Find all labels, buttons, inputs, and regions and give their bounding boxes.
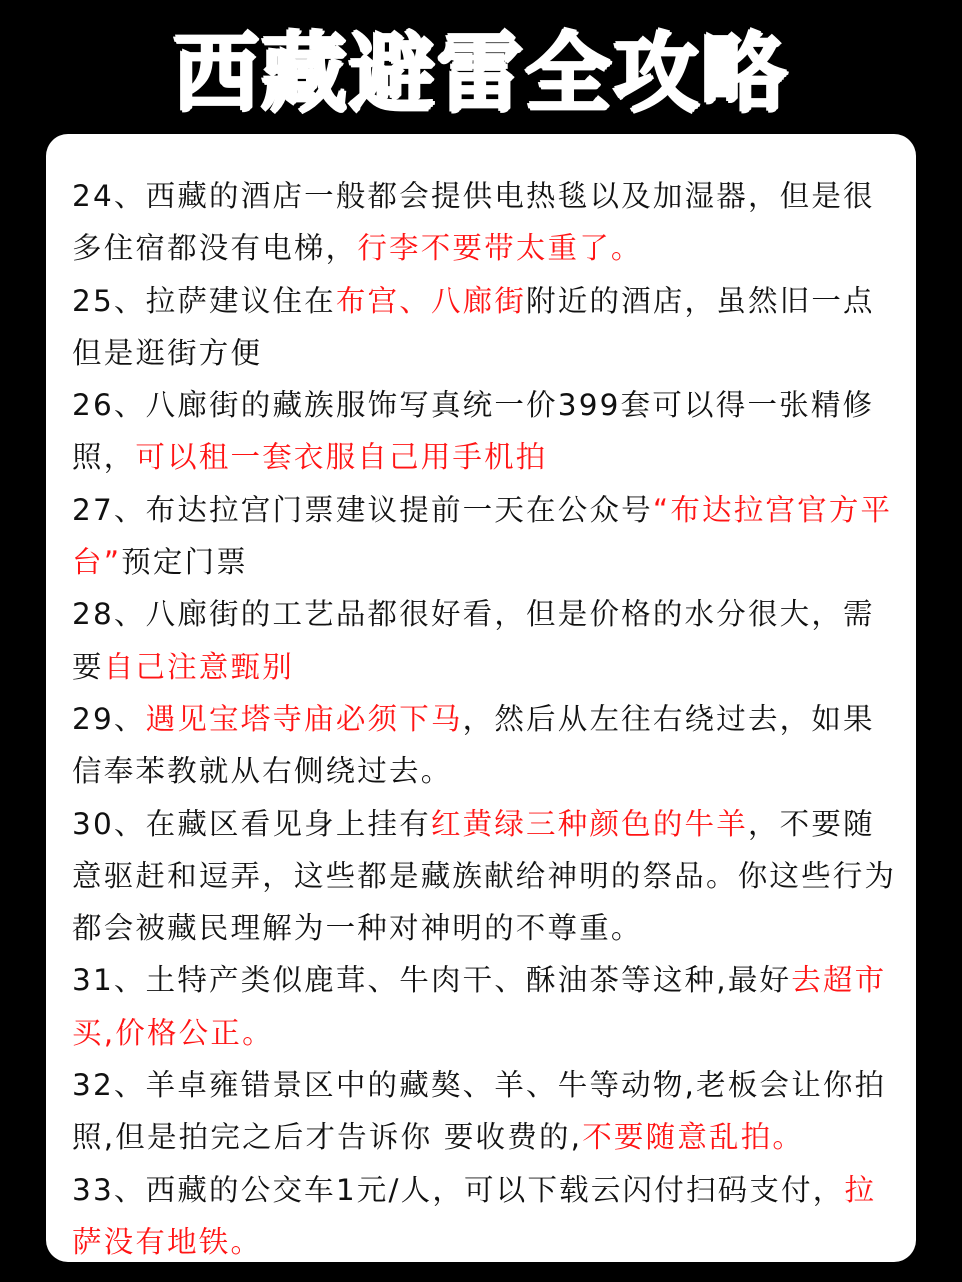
tip-highlight: 不要随意乱拍。 (582, 1120, 805, 1155)
tip-text: 附近的酒店，虽然旧一点但是逛街方便 (72, 283, 875, 370)
page-title: 西藏避雷全攻略 (173, 24, 789, 124)
tip-item-28 (72, 588, 900, 693)
tip-highlight: 布宫、八廊街 (335, 283, 527, 318)
tip-text: 25、拉萨建议住在 (72, 283, 336, 318)
tip-item-31 (72, 954, 900, 1059)
tip-item-26 (72, 379, 900, 484)
tip-text: 29、 (72, 701, 146, 736)
tip-text: 预定门票 (121, 545, 248, 580)
tip-text: 30、在藏区看见身上挂有 (72, 806, 431, 841)
tip-item-25 (72, 275, 900, 380)
tip-highlight: 红黄绿三种颜色的牛羊 (430, 806, 748, 841)
tip-text: 32、羊卓雍错景区中的藏獒、羊、牛等动物,老板会让你拍照,但是拍完之后才告诉你 要收费的, (72, 1068, 887, 1155)
tip-item-27 (72, 484, 900, 589)
tips-list (72, 170, 900, 1268)
tip-text: 33、西藏的公交车1元/人，可以下载云闪付扫码支付， (72, 1172, 845, 1207)
tip-text: 27、布达拉宫门票建议提前一天在公众号 (72, 492, 653, 527)
tip-highlight: 自己注意甄别 (103, 649, 294, 684)
tip-text: 24、西藏的酒店一般都会提供电热毯以及加湿器，但是很多住宿都没有电梯， (72, 179, 875, 266)
tip-text: ，然后从左往右绕过去，如果信奉苯教就从右侧绕过去。 (72, 701, 875, 789)
tip-item-24 (72, 170, 900, 275)
tips-card (46, 134, 916, 1262)
tip-item-32 (72, 1059, 900, 1164)
tip-text: 26、八廊街的藏族服饰写真统一价399套可以得一张精修照， (72, 388, 875, 475)
tip-text: 28、八廊街的工艺品都很好看，但是价格的水分很大，需要 (72, 597, 875, 684)
tip-highlight: 行李不要带太重了。 (357, 231, 643, 266)
tip-item-29 (72, 693, 900, 798)
tip-text: ，不要随意驱赶和逗弄，这些都是藏族献给神明的祭品。你这些行为都会被藏民理解为一种对神明的不尊重。 (72, 806, 897, 946)
tip-highlight: 拉萨没有地铁。 (72, 1172, 877, 1259)
tip-text: 31、土特产类似鹿茸、牛肉干、酥油茶等这种,最好 (72, 963, 792, 998)
tip-highlight: 可以租一套衣服自己用手机拍 (135, 440, 548, 475)
tip-highlight: “布达拉宫官方平台” (72, 492, 893, 580)
tip-item-30 (72, 798, 900, 955)
tip-item-33 (72, 1164, 900, 1269)
tip-highlight: 遇见宝塔寺庙必须下马 (145, 701, 463, 736)
tip-highlight: 去超市买,价格公正。 (72, 963, 887, 1050)
